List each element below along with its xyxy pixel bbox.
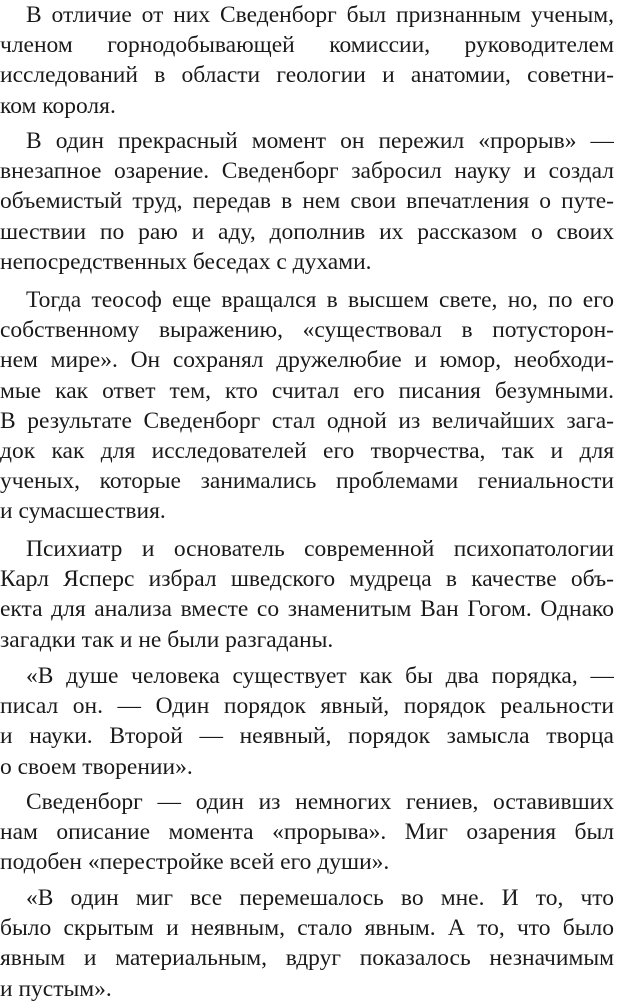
text-line: явным и материальным, вдруг показалось незначимым	[0, 945, 614, 972]
text-line: В результате Сведенборг стал одной из величайших зага-	[0, 407, 614, 434]
text-line: Сведенборг — один из немногих гениев, оставивших	[26, 789, 614, 815]
text-line: загадки так и не были разгаданы.	[0, 626, 334, 653]
paragraph-2	[0, 126, 620, 277]
text-line: «В один миг все перемешалось во мне. И то, что	[26, 885, 614, 911]
text-line: было скрытым и неявным, стало явным. А то, что было	[0, 915, 614, 942]
text-line: «В душе человека существует как бы два порядка, —	[26, 663, 614, 689]
text-line: екта для анализа вместе со знаменитым Ван Гогом. Однако	[0, 596, 614, 623]
text-line: Карл Ясперс избрал шведского мудреца в качестве объ-	[0, 566, 614, 593]
text-line: ученых, которые занимались проблемами гениальности	[0, 468, 614, 495]
paragraph-1	[0, 0, 620, 121]
text-line: подобен «перестройке всей его души».	[0, 849, 390, 876]
text-line: шествии по раю и аду, дополнив их рассказом о своих	[0, 218, 614, 245]
text-line: писал он. — Один порядок явный, порядок реальности	[0, 693, 614, 720]
text-line: Психиатр и основатель современной психопатологии	[26, 536, 614, 562]
text-line: ком короля.	[0, 92, 116, 119]
text-line: В отличие от них Сведенборг был признанным ученым,	[26, 2, 614, 28]
paragraph-3	[0, 285, 620, 527]
text-line: В один прекрасный момент он пережил «прорыв» —	[26, 128, 614, 154]
text-line: исследований в области геологии и анатомии, советни-	[0, 62, 614, 89]
text-line: и пустым».	[0, 975, 112, 1002]
text-line: нем мире». Он сохранял дружелюбие и юмор, необходи-	[0, 347, 614, 374]
paragraph-5	[0, 661, 620, 782]
text-line: внезапное озарение. Сведенборг забросил науку и создал	[0, 158, 614, 185]
text-line: членом горнодобывающей комиссии, руководителем	[0, 32, 614, 59]
paragraph-7	[0, 883, 620, 1004]
text-line: и науки. Второй — неявный, порядок замысла творца	[0, 723, 614, 750]
text-line: о своем творении».	[0, 753, 193, 780]
text-line: собственному выражению, «существовал в потусторон-	[0, 317, 614, 344]
text-line: объемистый труд, передав в нем свои впечатления о путе-	[0, 188, 614, 215]
text-line: непосредственных беседах с духами.	[0, 248, 372, 275]
paragraph-6	[0, 787, 620, 878]
text-line: док как для исследователей его творчества, так и для	[0, 437, 614, 464]
text-line: нам описание момента «прорыва». Миг озарения был	[0, 819, 614, 846]
text-line: Тогда теософ еще вращался в высшем свете, но, по его	[26, 287, 614, 313]
text-line: мые как ответ тем, кто считал его писания безумными.	[0, 377, 614, 404]
text-line: и сумасшествия.	[0, 498, 166, 525]
paragraph-4	[0, 534, 620, 655]
